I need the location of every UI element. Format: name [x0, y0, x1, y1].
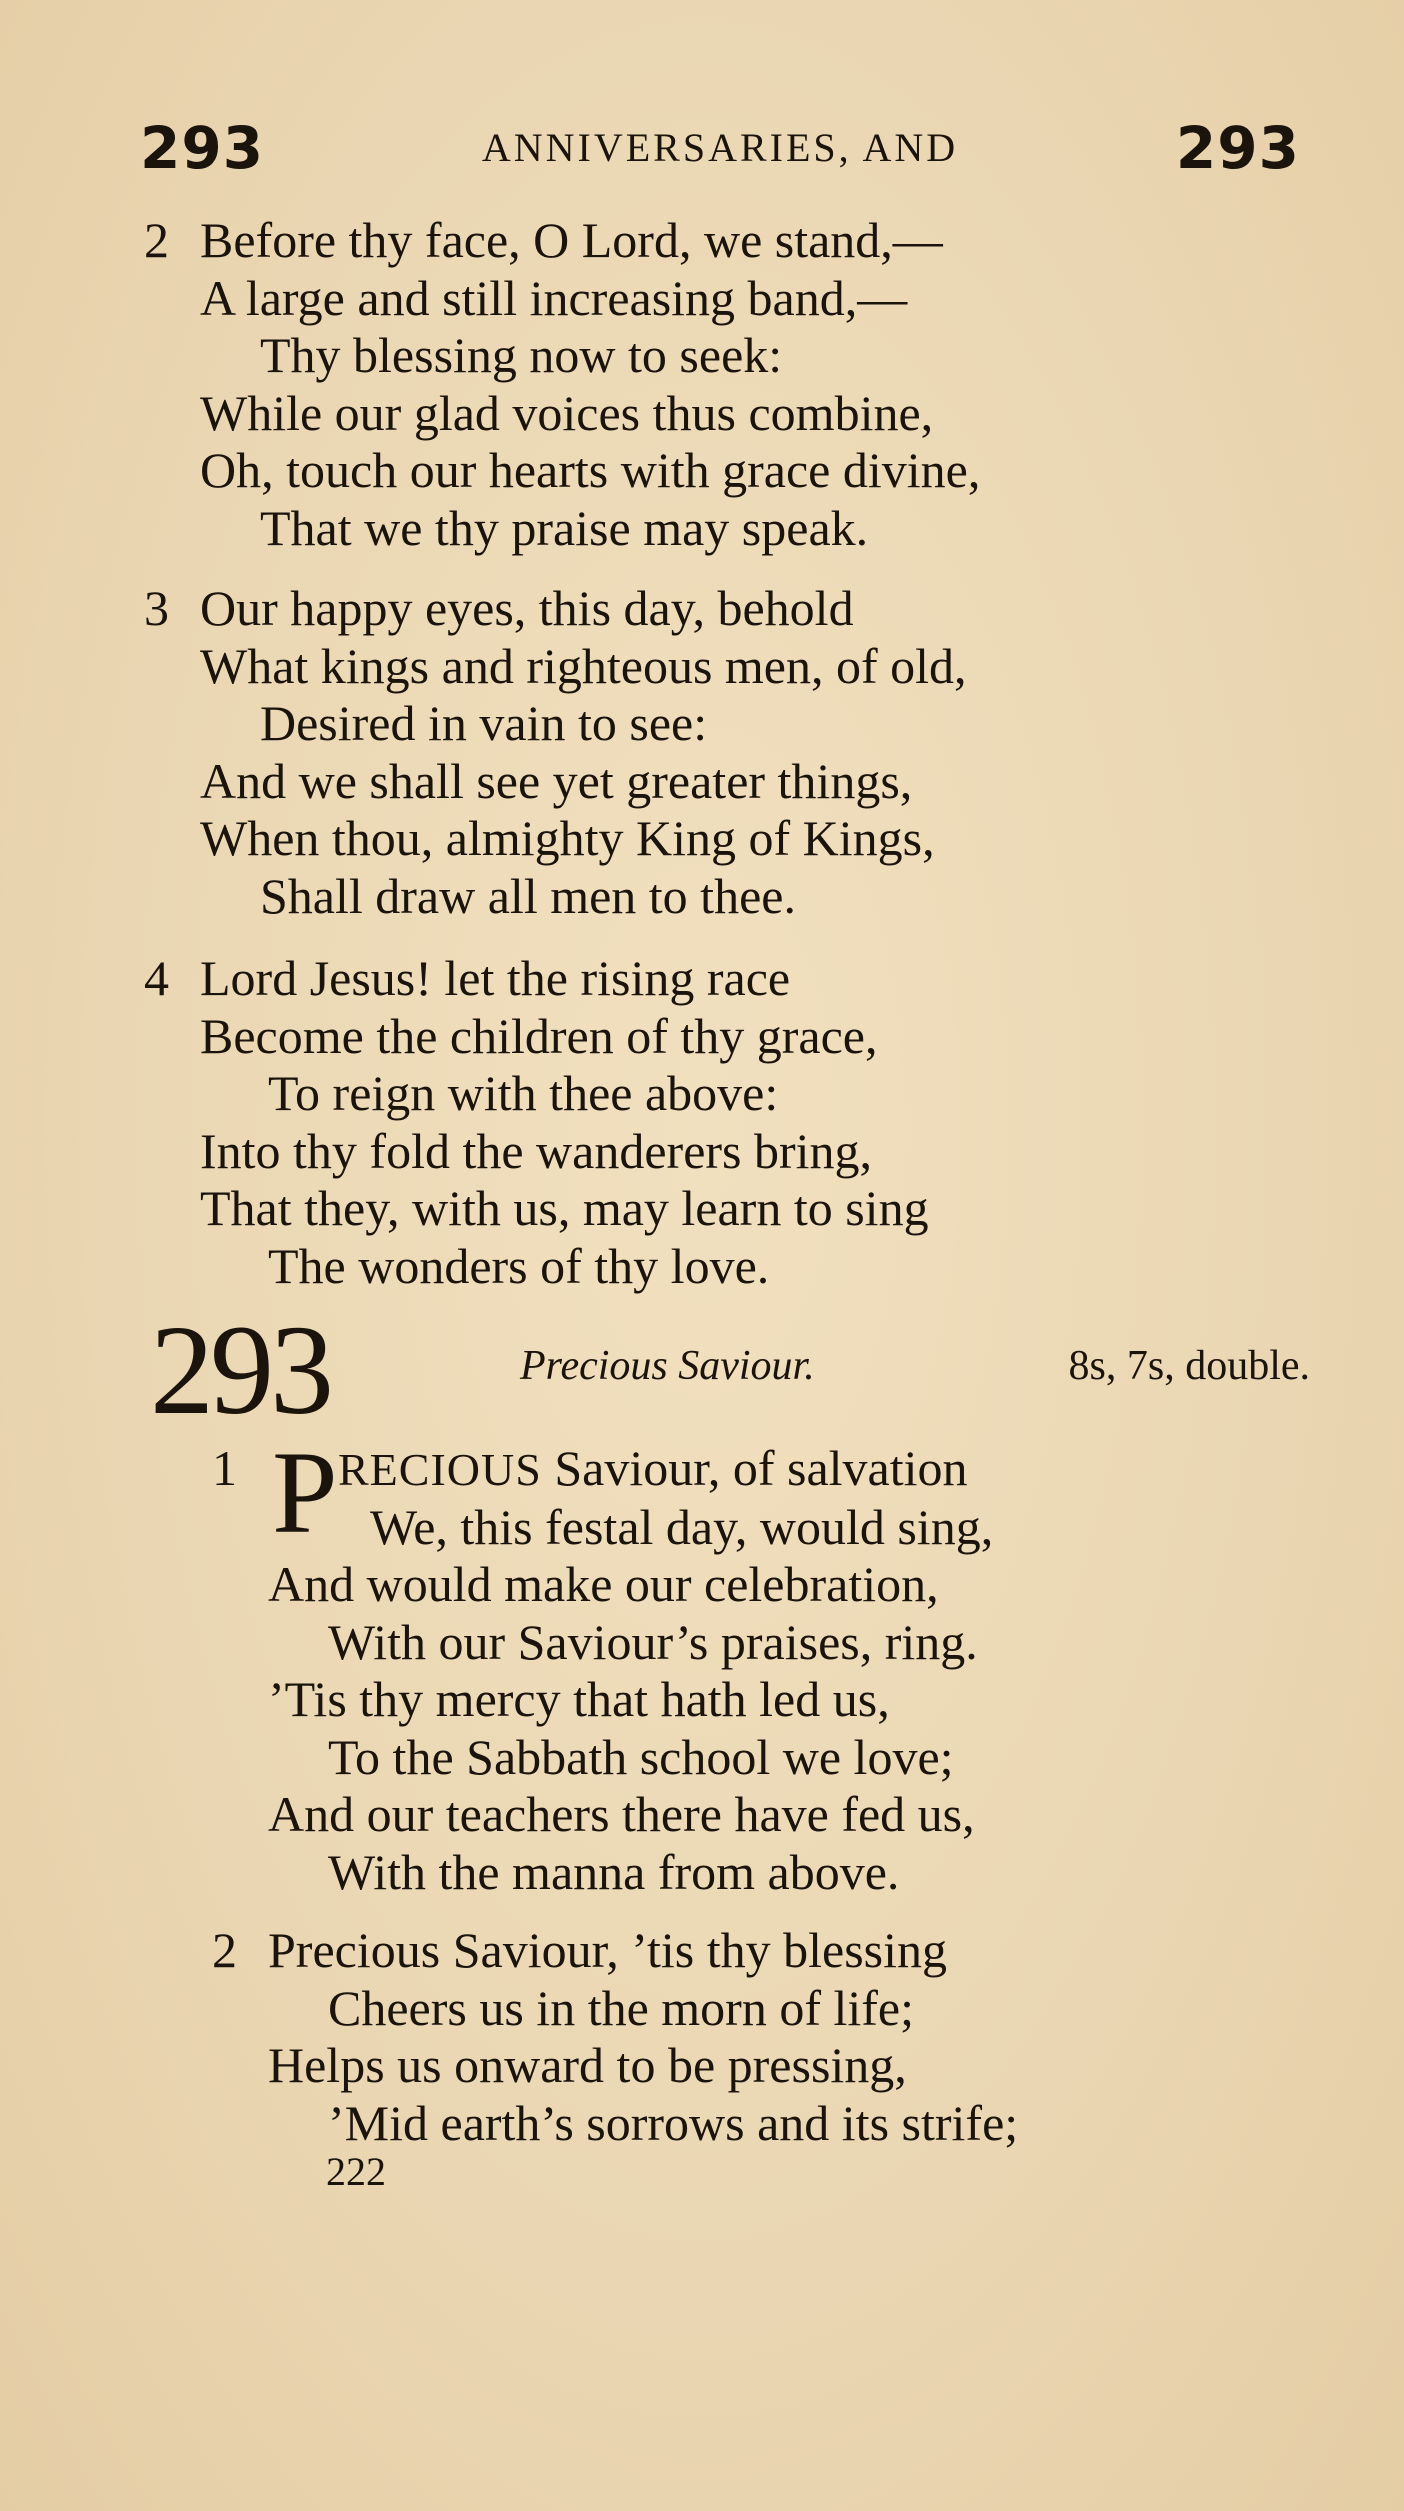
verse-line: Cheers us in the morn of life; — [328, 1979, 914, 2036]
verse-line: When thou, almighty King of Kings, — [200, 810, 935, 866]
first-word: RECIOUS — [338, 1444, 542, 1495]
hymn-number: 293 — [150, 1299, 330, 1441]
verse-line: To the Sabbath school we love; — [328, 1728, 954, 1785]
drop-cap: P — [272, 1427, 338, 1558]
verse-line: The wonders of thy love. — [268, 1237, 770, 1294]
verse-number: 3 — [144, 580, 169, 636]
verse-line: Before thy face, O Lord, we stand,— — [200, 212, 943, 268]
verse-line: While our glad voices thus combine, — [200, 384, 934, 441]
header-page-number-right: 293 — [1175, 114, 1300, 182]
verse-line: Into thy fold the wanderers bring, — [200, 1122, 873, 1179]
page-footer-number: 222 — [326, 2149, 386, 2194]
verse-line: ’Mid earth’s sorrows and its strife; — [328, 2094, 1019, 2151]
hymn-verse-1 — [212, 1427, 994, 1901]
verse-line: And we shall see yet greater things, — [200, 752, 913, 809]
verse-line: And would make our celebration, — [268, 1556, 939, 1612]
verse-number: 4 — [144, 950, 169, 1006]
verse-line: A large and still increasing band,— — [200, 269, 908, 326]
hymn-heading — [150, 1300, 1310, 1440]
verse-line: Helps us onward to be pressing, — [268, 2037, 907, 2093]
verse-line: Our happy eyes, this day, behold — [200, 580, 854, 636]
verse-number: 2 — [144, 212, 169, 268]
verse-number: 1 — [212, 1440, 237, 1496]
verse-line: Precious Saviour, ’tis thy blessing — [268, 1922, 948, 1978]
verse-line: Become the children of thy grace, — [200, 1007, 878, 1064]
verse-prev-4 — [144, 950, 929, 1295]
verse-prev-2 — [144, 212, 981, 557]
verse-line: Desired in vain to see: — [260, 695, 708, 751]
verse-prev-3 — [144, 580, 967, 925]
verse-line: ’Tis thy mercy that hath led us, — [268, 1671, 890, 1727]
verse-line: That we thy praise may speak. — [260, 499, 869, 556]
verse-line: With our Saviour’s praises, ring. — [328, 1613, 978, 1670]
verse-line: And our teachers there have fed us, — [268, 1786, 975, 1842]
verse-line: That they, with us, may learn to sing — [200, 1180, 929, 1236]
verse-line: What kings and righteous men, of old, — [200, 637, 967, 694]
tune-name: Precious Saviour. — [520, 1343, 815, 1389]
verse-line: We, this festal day, would sing, — [370, 1498, 994, 1555]
header-page-number-left: 293 — [140, 114, 265, 182]
verse-line: Shall draw all men to thee. — [260, 867, 796, 924]
first-line-rest: Saviour, of salvation — [541, 1440, 968, 1496]
verse-line: To reign with thee above: — [268, 1065, 779, 1121]
running-header — [140, 108, 1300, 188]
verse-line: Lord Jesus! let the rising race — [200, 950, 791, 1006]
hymn-verse-2 — [212, 1922, 1019, 2152]
header-title: ANNIVERSARIES, AND — [481, 125, 959, 170]
verse-line: Thy blessing now to seek: — [260, 327, 783, 383]
verse-line: With the manna from above. — [328, 1843, 900, 1900]
verse-number: 2 — [212, 1922, 237, 1978]
verse-line: Oh, touch our hearts with grace divine, — [200, 442, 981, 498]
meter: 8s, 7s, double. — [1068, 1343, 1310, 1389]
